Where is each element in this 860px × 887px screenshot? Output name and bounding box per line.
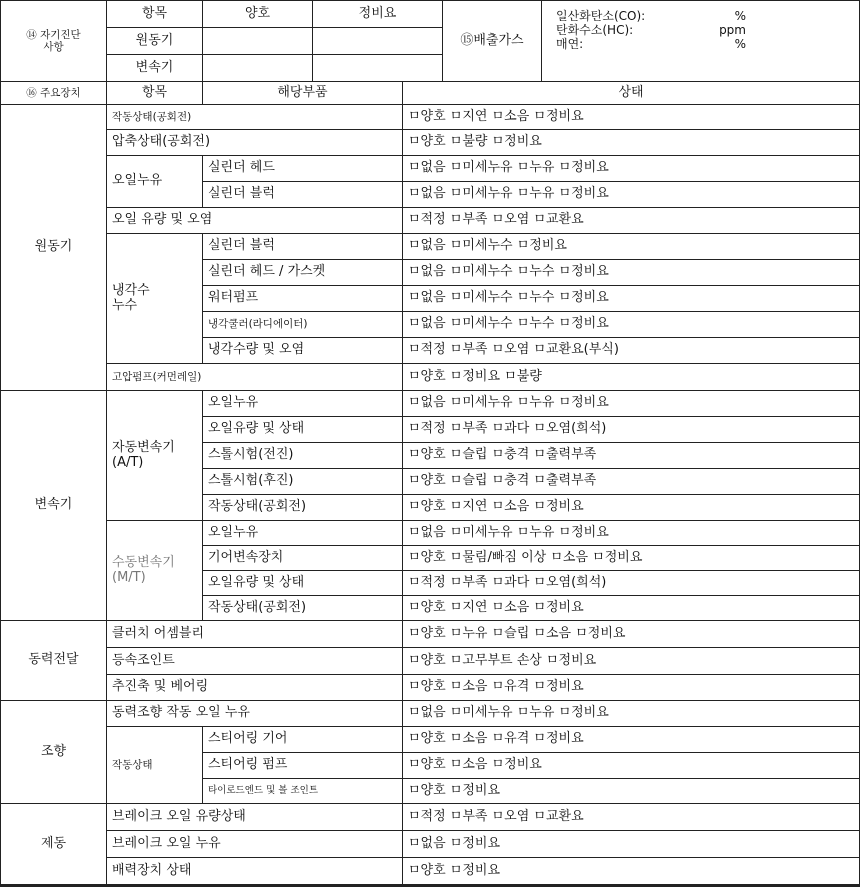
mt-part-oil-level: 오일유량 및 상태 bbox=[202, 570, 403, 596]
engine-part-radiator: 냉각쿨러(라디에이터) bbox=[202, 311, 403, 338]
engine-part-cylinder-block: 실린더 블럭 bbox=[202, 181, 403, 208]
engine-part-head-gasket: 실린더 헤드 / 가스켓 bbox=[202, 259, 403, 286]
transmission-auto-group bbox=[106, 390, 203, 521]
engine-part-coolant-level: 냉각수량 및 오염 bbox=[202, 337, 403, 364]
at-part-oil-level: 오일유량 및 상태 bbox=[202, 416, 403, 443]
engine-part-running: 작동상태(공회전) bbox=[106, 104, 403, 130]
engine-group-oil-leak: 오일누유 bbox=[106, 155, 203, 208]
steering-status-gear[interactable]: ㅁ양호 ㅁ소음 ㅁ유격 ㅁ정비요 bbox=[402, 726, 860, 753]
power-transfer-category-label: 동력전달 bbox=[0, 620, 107, 701]
at-part-oil-leak: 오일누유 bbox=[202, 390, 403, 417]
mt-status-oil-level[interactable]: ㅁ적정 ㅁ부족 ㅁ과다 ㅁ오염(희석) bbox=[402, 570, 860, 596]
power-part-cv-joint: 등속조인트 bbox=[106, 647, 403, 675]
engine-status-water-pump[interactable]: ㅁ없음 ㅁ미세누수 ㅁ누수 ㅁ정비요 bbox=[402, 285, 860, 312]
steering-status-tie-rod[interactable]: ㅁ양호 ㅁ정비요 bbox=[402, 778, 860, 804]
at-status-oil-leak[interactable]: ㅁ없음 ㅁ미세누유 ㅁ누유 ㅁ정비요 bbox=[402, 390, 860, 417]
self-diagnosis-col-item: 항목 bbox=[106, 0, 203, 28]
self-diagnosis-transmission-repair-cell[interactable] bbox=[312, 54, 443, 82]
self-diagnosis-row-transmission: 변속기 bbox=[106, 54, 203, 82]
mt-status-running[interactable]: ㅁ양호 ㅁ지연 ㅁ소음 ㅁ정비요 bbox=[402, 595, 860, 621]
engine-status-cylinder-block-oil[interactable]: ㅁ없음 ㅁ미세누유 ㅁ누유 ㅁ정비요 bbox=[402, 181, 860, 208]
engine-part-oil-level: 오일 유량 및 오염 bbox=[106, 207, 403, 234]
mt-status-gear-shift[interactable]: ㅁ양호 ㅁ물림/빠짐 이상 ㅁ소음 ㅁ정비요 bbox=[402, 545, 860, 571]
power-part-clutch: 클러치 어셈블리 bbox=[106, 620, 403, 648]
at-part-running: 작동상태(공회전) bbox=[202, 494, 403, 521]
mt-status-oil-leak[interactable]: ㅁ없음 ㅁ미세누유 ㅁ누유 ㅁ정비요 bbox=[402, 520, 860, 546]
engine-part-cylinder-head: 실린더 헤드 bbox=[202, 155, 403, 182]
brake-part-booster: 배력장치 상태 bbox=[106, 857, 403, 885]
engine-status-high-pressure-pump[interactable]: ㅁ양호 ㅁ정비요 ㅁ불량 bbox=[402, 363, 860, 391]
emission-smoke-label: 매연: bbox=[556, 37, 584, 51]
engine-status-radiator[interactable]: ㅁ없음 ㅁ미세누수 ㅁ누수 ㅁ정비요 bbox=[402, 311, 860, 338]
power-part-driveshaft: 추진축 및 베어링 bbox=[106, 674, 403, 701]
engine-status-running[interactable]: ㅁ양호 ㅁ지연 ㅁ소음 ㅁ정비요 bbox=[402, 104, 860, 130]
brake-part-oil-level: 브레이크 오일 유량상태 bbox=[106, 803, 403, 831]
at-status-running[interactable]: ㅁ양호 ㅁ지연 ㅁ소음 ㅁ정비요 bbox=[402, 494, 860, 521]
transmission-manual-group bbox=[106, 520, 203, 621]
self-diagnosis-col-good: 양호 bbox=[202, 0, 313, 28]
engine-part-compression: 압축상태(공회전) bbox=[106, 129, 403, 156]
steering-category-label: 조향 bbox=[0, 700, 107, 804]
engine-group-coolant-text: 냉각수 누수 bbox=[112, 282, 150, 313]
mt-part-oil-leak: 오일누유 bbox=[202, 520, 403, 546]
self-diagnosis-label-text: ⑭ 자기진단 사항 bbox=[26, 28, 81, 53]
engine-status-head-gasket[interactable]: ㅁ없음 ㅁ미세누수 ㅁ누수 ㅁ정비요 bbox=[402, 259, 860, 286]
emission-hc-label: 탄화수소(HC): bbox=[556, 23, 634, 37]
steering-status-pump[interactable]: ㅁ양호 ㅁ소음 ㅁ정비요 bbox=[402, 752, 860, 779]
emission-readouts bbox=[556, 9, 746, 51]
engine-status-oil-level[interactable]: ㅁ적정 ㅁ부족 ㅁ오염 ㅁ교환요 bbox=[402, 207, 860, 234]
at-part-stall-reverse: 스톨시험(후진) bbox=[202, 468, 403, 495]
engine-part-high-pressure-pump: 고압펌프(커먼레일) bbox=[106, 363, 403, 391]
engine-status-coolant-level[interactable]: ㅁ적정 ㅁ부족 ㅁ오염 ㅁ교환요(부식) bbox=[402, 337, 860, 364]
self-diagnosis-col-repair: 정비요 bbox=[312, 0, 443, 28]
mt-part-running: 작동상태(공회전) bbox=[202, 595, 403, 621]
emission-smoke-unit: % bbox=[734, 37, 746, 51]
at-status-oil-level[interactable]: ㅁ적정 ㅁ부족 ㅁ과다 ㅁ오염(희석) bbox=[402, 416, 860, 443]
emission-section-label: ⑮배출가스 bbox=[442, 0, 542, 82]
steering-part-gear: 스티어링 기어 bbox=[202, 726, 403, 753]
engine-status-coolant-block[interactable]: ㅁ없음 ㅁ미세누수 ㅁ정비요 bbox=[402, 233, 860, 260]
steering-part-power-oil-leak: 동력조향 작동 오일 누유 bbox=[106, 700, 403, 727]
emission-hc-unit: ppm bbox=[719, 23, 746, 37]
emission-co-line bbox=[556, 9, 746, 23]
engine-group-coolant-leak bbox=[106, 233, 203, 364]
steering-part-tie-rod: 타이로드엔드 및 볼 조인트 bbox=[202, 778, 403, 804]
engine-status-cylinder-head-oil[interactable]: ㅁ없음 ㅁ미세누유 ㅁ누유 ㅁ정비요 bbox=[402, 155, 860, 182]
emission-hc-line bbox=[556, 23, 746, 37]
steering-part-pump: 스티어링 펌프 bbox=[202, 752, 403, 779]
engine-status-compression[interactable]: ㅁ양호 ㅁ불량 ㅁ정비요 bbox=[402, 129, 860, 156]
at-status-stall-reverse[interactable]: ㅁ양호 ㅁ슬립 ㅁ충격 ㅁ출력부족 bbox=[402, 468, 860, 495]
main-devices-col-part: 해당부품 bbox=[202, 81, 403, 105]
emission-co-unit: % bbox=[734, 9, 746, 23]
self-diagnosis-engine-good-cell[interactable] bbox=[202, 27, 313, 55]
engine-part-coolant-block: 실린더 블럭 bbox=[202, 233, 403, 260]
emission-smoke-line bbox=[556, 37, 746, 51]
at-status-stall-forward[interactable]: ㅁ양호 ㅁ슬립 ㅁ충격 ㅁ출력부족 bbox=[402, 442, 860, 469]
steering-status-power-oil-leak[interactable]: ㅁ없음 ㅁ미세누유 ㅁ누유 ㅁ정비요 bbox=[402, 700, 860, 727]
mt-part-gear-shift: 기어변속장치 bbox=[202, 545, 403, 571]
at-part-stall-forward: 스톨시험(전진) bbox=[202, 442, 403, 469]
self-diagnosis-row-engine: 원동기 bbox=[106, 27, 203, 55]
power-status-clutch[interactable]: ㅁ양호 ㅁ누유 ㅁ슬립 ㅁ소음 ㅁ정비요 bbox=[402, 620, 860, 648]
main-devices-col-item: 항목 bbox=[106, 81, 203, 105]
brake-status-oil-level[interactable]: ㅁ적정 ㅁ부족 ㅁ오염 ㅁ교환요 bbox=[402, 803, 860, 831]
brake-status-booster[interactable]: ㅁ양호 ㅁ정비요 bbox=[402, 857, 860, 885]
emission-co-label: 일산화탄소(CO): bbox=[556, 9, 646, 23]
self-diagnosis-transmission-good-cell[interactable] bbox=[202, 54, 313, 82]
brake-part-oil-leak: 브레이크 오일 누유 bbox=[106, 830, 403, 858]
power-status-driveshaft[interactable]: ㅁ양호 ㅁ소음 ㅁ유격 ㅁ정비요 bbox=[402, 674, 860, 701]
main-devices-section-label: ⑯ 주요장치 bbox=[0, 81, 107, 105]
engine-category-label: 원동기 bbox=[0, 104, 107, 391]
brake-category-label: 제동 bbox=[0, 803, 107, 885]
power-status-cv-joint[interactable]: ㅁ양호 ㅁ고무부트 손상 ㅁ정비요 bbox=[402, 647, 860, 675]
transmission-auto-label: 자동변속기 (A/T) bbox=[112, 439, 175, 470]
transmission-category-label: 변속기 bbox=[0, 390, 107, 621]
brake-status-oil-leak[interactable]: ㅁ없음 ㅁ정비요 bbox=[402, 830, 860, 858]
self-diagnosis-engine-repair-cell[interactable] bbox=[312, 27, 443, 55]
main-devices-col-status: 상태 bbox=[402, 81, 860, 105]
engine-part-water-pump: 워터펌프 bbox=[202, 285, 403, 312]
transmission-manual-label: 수동변속기 (M/T) bbox=[112, 554, 175, 585]
steering-group-operation: 작동상태 bbox=[106, 726, 203, 804]
self-diagnosis-section-label bbox=[0, 0, 107, 82]
